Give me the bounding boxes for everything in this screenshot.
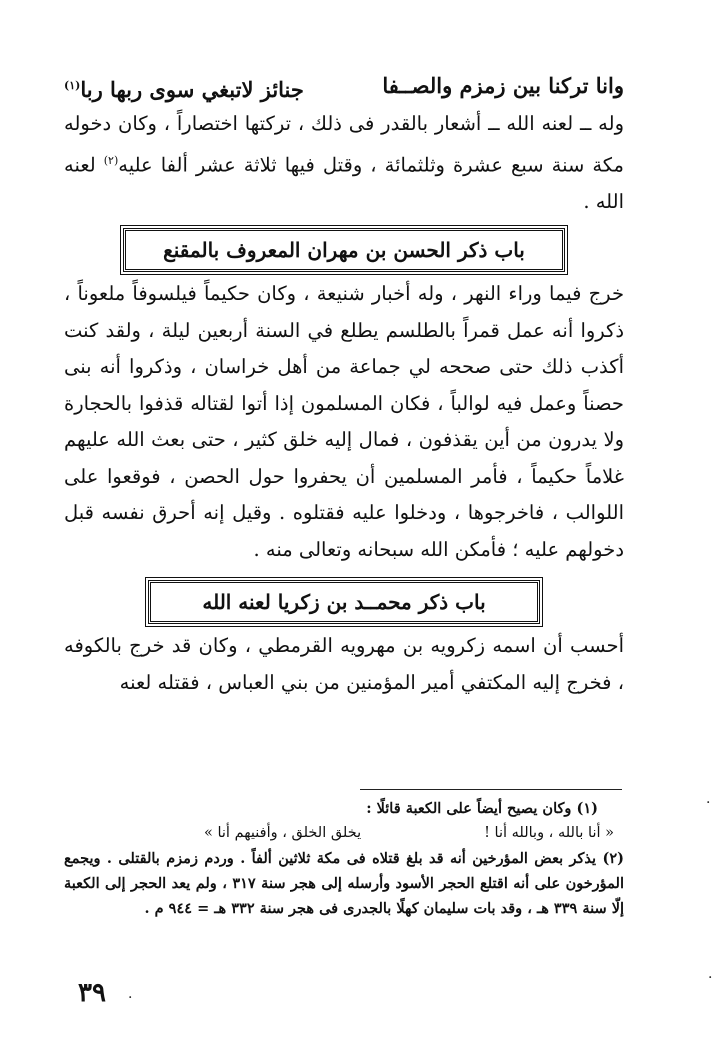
verse-line xyxy=(64,66,624,106)
footnotes xyxy=(64,796,624,921)
margin-mark-3: · xyxy=(128,990,133,1006)
margin-mark-2: · xyxy=(708,970,713,986)
page-number: ٣٩ xyxy=(78,978,106,1008)
heading-1-wrap xyxy=(64,228,624,272)
page-body xyxy=(64,66,624,701)
footnote-1-intro: (١) وكان يصيح أيضاً على الكعبة قائلًا : xyxy=(366,800,598,817)
footnote-1-poem-left: يخلق الخلق ، وأفنيهم أنا » xyxy=(204,825,362,841)
section-heading-muqanna: باب ذكر الحسن بن مهران المعروف بالمقنع xyxy=(123,228,565,272)
footnote-2: (٢) يذكر بعض المؤرخين أنه قد بلغ قتلاه فى مكة ثلاثين ألفاً . وردم زمزم بالقتلى . ويجمع المؤرخون على أنه اقتلع الحجر الأسود وأرسله إلى هجر سنة ٣١٧ ، ولم يعد الحجر إلى الكعبة إلّا سنة ٣٣٩ هـ ، وقد بات سليمان كهلًا بالجدرى فى هجر سنة ٣٣٢ هـ = ٩٤٤ م . xyxy=(64,850,624,917)
paragraph-3: أحسب أن اسمه زكرويه بن مهرويه القرمطي ، وكان قد خرج بالكوفه ، فخرج إليه المكتفي أمير المؤمنين من بني العباس ، فقتله لعنه xyxy=(64,634,624,694)
verse-hemistich-left: جنائز لاتبغي سوى ربها ربا$^{(١)}$ xyxy=(64,77,304,102)
heading-2-wrap xyxy=(64,580,624,624)
footnote-ref-1: (١) xyxy=(64,79,81,92)
footnote-ref-2: (٢) xyxy=(103,153,119,167)
paragraph-2: خرج فيما وراء النهر ، وله أخبار شنيعة ، وكان حكيماً فيلسوفاً ملعوناً ، ذكروا أنه عمل قمراً بالطلسم يطلع في السنة أربعين ليلة ، ولقد كنت أكذب ذلك حتى صححه لي جماعة من أهل خراسان ، وذكروا أنه بنى حصناً وعمل فيه لوالباً ، فكان المسلمون إذا أتوا لقتاله قذفوا بالحجارة ولا يدرون من أين يقذفون ، فمال إليه خلق كثير ، حتى بعث الله عليهم غلاماً حكيماً ، فأمر المسلمين أن يحفروا حول الحصن ، فوقعوا على اللوالب ، فاخرجوها ، ودخلوا عليه فقتلوه . وقيل إنه أحرق نفسه قبل دخولهم عليه ؛ فأمكن الله سبحانه وتعالى منه . xyxy=(64,282,624,561)
footnote-divider xyxy=(360,789,622,790)
verse-hemistich-right: وانا تركنا بين زمزم والصــفا xyxy=(382,73,624,98)
footnote-1-poem xyxy=(64,821,624,846)
footnote-1-poem-right: « أنا بالله ، وبالله أنا ! xyxy=(484,825,614,841)
section-heading-zakariya: باب ذكر محمــد بن زكريا لعنه الله xyxy=(148,580,540,624)
paragraph-1: وله ــ لعنه الله ــ أشعار بالقدر فى ذلك ، تركتها اختصاراً ، وكان دخوله مكة سنة سبع عشرة وثلثمائة ، وقتل فيها ثلاثة عشر ألفا عليه$^{(٢)}$ لعنه الله . xyxy=(64,112,624,213)
margin-mark-1: · xyxy=(706,795,711,811)
